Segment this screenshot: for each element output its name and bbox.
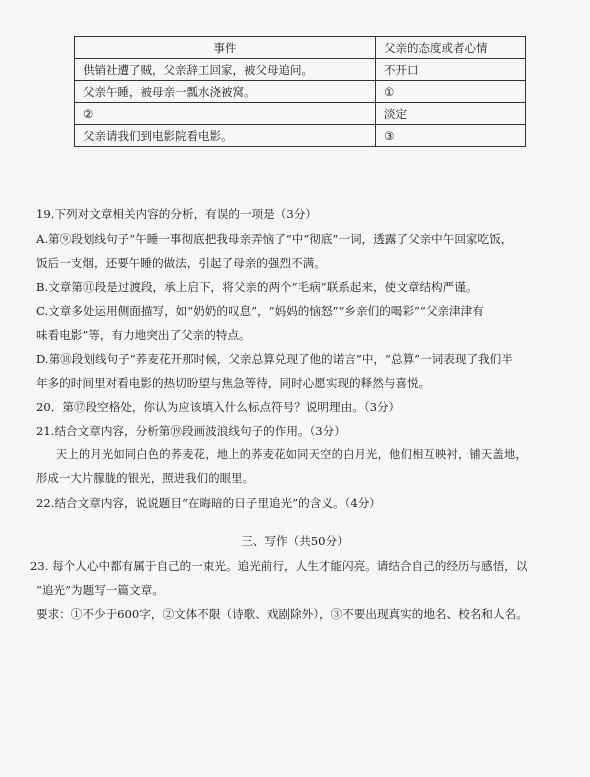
- table-cell: 不开口: [376, 59, 526, 81]
- table-cell: ③: [376, 125, 526, 147]
- table-cell: 父亲请我们到电影院看电影。: [75, 125, 376, 147]
- table-row: [75, 103, 526, 125]
- table-row: [75, 59, 526, 81]
- option-d-line-1: D.第⑱段划线句子“荞麦花开那时候，父亲总算兑现了他的诺言”中，“总算”一词表现了我们半: [36, 352, 513, 366]
- question-21-stem: 21.结合文章内容，分析第⑲段画波浪线句子的作用。（3分）: [36, 424, 346, 438]
- option-a-line-1: A.第⑨段划线句子“午睡一事彻底把我母亲弄恼了”中“彻底”一词，透露了父亲中午回家吃饭，: [36, 232, 513, 246]
- option-b: B.文章第⑪段是过渡段，承上启下，将父亲的两个“毛病”联系起来，使文章结构严谨。: [36, 280, 478, 294]
- question-23-line-1: 23. 每个人心中都有属于自己的一束光。追光前行，人生才能闪亮。请结合自己的经历与感悟，以: [30, 559, 528, 573]
- question-23-requirements: 要求：①不少于600字，②文体不限（诗歌、戏剧除外），③不要出现真实的地名、校名和人名。: [36, 607, 528, 621]
- table-header-row: [75, 37, 526, 59]
- question-19-stem: 19.下列对文章相关内容的分析，有误的一项是（3分）: [36, 207, 317, 221]
- section-title: 三、写作（共50分）: [241, 534, 349, 548]
- question-20: 20．第⑰段空格处，你认为应该填入什么标点符号？说明理由。（3分）: [36, 400, 401, 414]
- option-d-line-2: 年多的时间里对看电影的热切盼望与焦急等待，同时心愿实现的释然与喜悦。: [36, 376, 431, 390]
- option-a-line-2: 饭后一支烟，还要午睡的做法，引起了母亲的强烈不满。: [36, 256, 326, 270]
- table-cell: ②: [75, 103, 376, 125]
- table-cell: ①: [376, 81, 526, 103]
- table-cell: 供销社遭了贼，父亲辞工回家，被父母追问。: [75, 59, 376, 81]
- option-c-line-2: 味看电影”等，有力地突出了父亲的特点。: [36, 328, 251, 342]
- question-23-line-2: “追光”为题写一篇文章。: [36, 583, 164, 597]
- table-header-attitude: 父亲的态度或者心情: [376, 37, 526, 59]
- table-header-event: 事件: [75, 37, 376, 59]
- events-table: [74, 36, 526, 147]
- table-cell: 淡定: [376, 103, 526, 125]
- question-21-quote-line-1: 天上的月光如同白色的荞麦花，地上的荞麦花如同天空的白月光，他们相互映衬，铺天盖地，: [56, 448, 527, 461]
- table-row: [75, 125, 526, 147]
- table-cell: 父亲午睡，被母亲一瓢水浇被窝。: [75, 81, 376, 103]
- table-row: [75, 81, 526, 103]
- option-c-line-1: C.文章多处运用侧面描写，如“奶奶的叹息”，“妈妈的恼怒”“乡亲们的喝彩”“父亲津津有: [36, 304, 484, 318]
- question-21-quote-line-2: 形成一大片朦胧的银光，照进我们的眼里。: [36, 472, 255, 485]
- question-22: 22.结合文章内容，说说题目“在晦暗的日子里追光”的含义。（4分）: [36, 496, 381, 510]
